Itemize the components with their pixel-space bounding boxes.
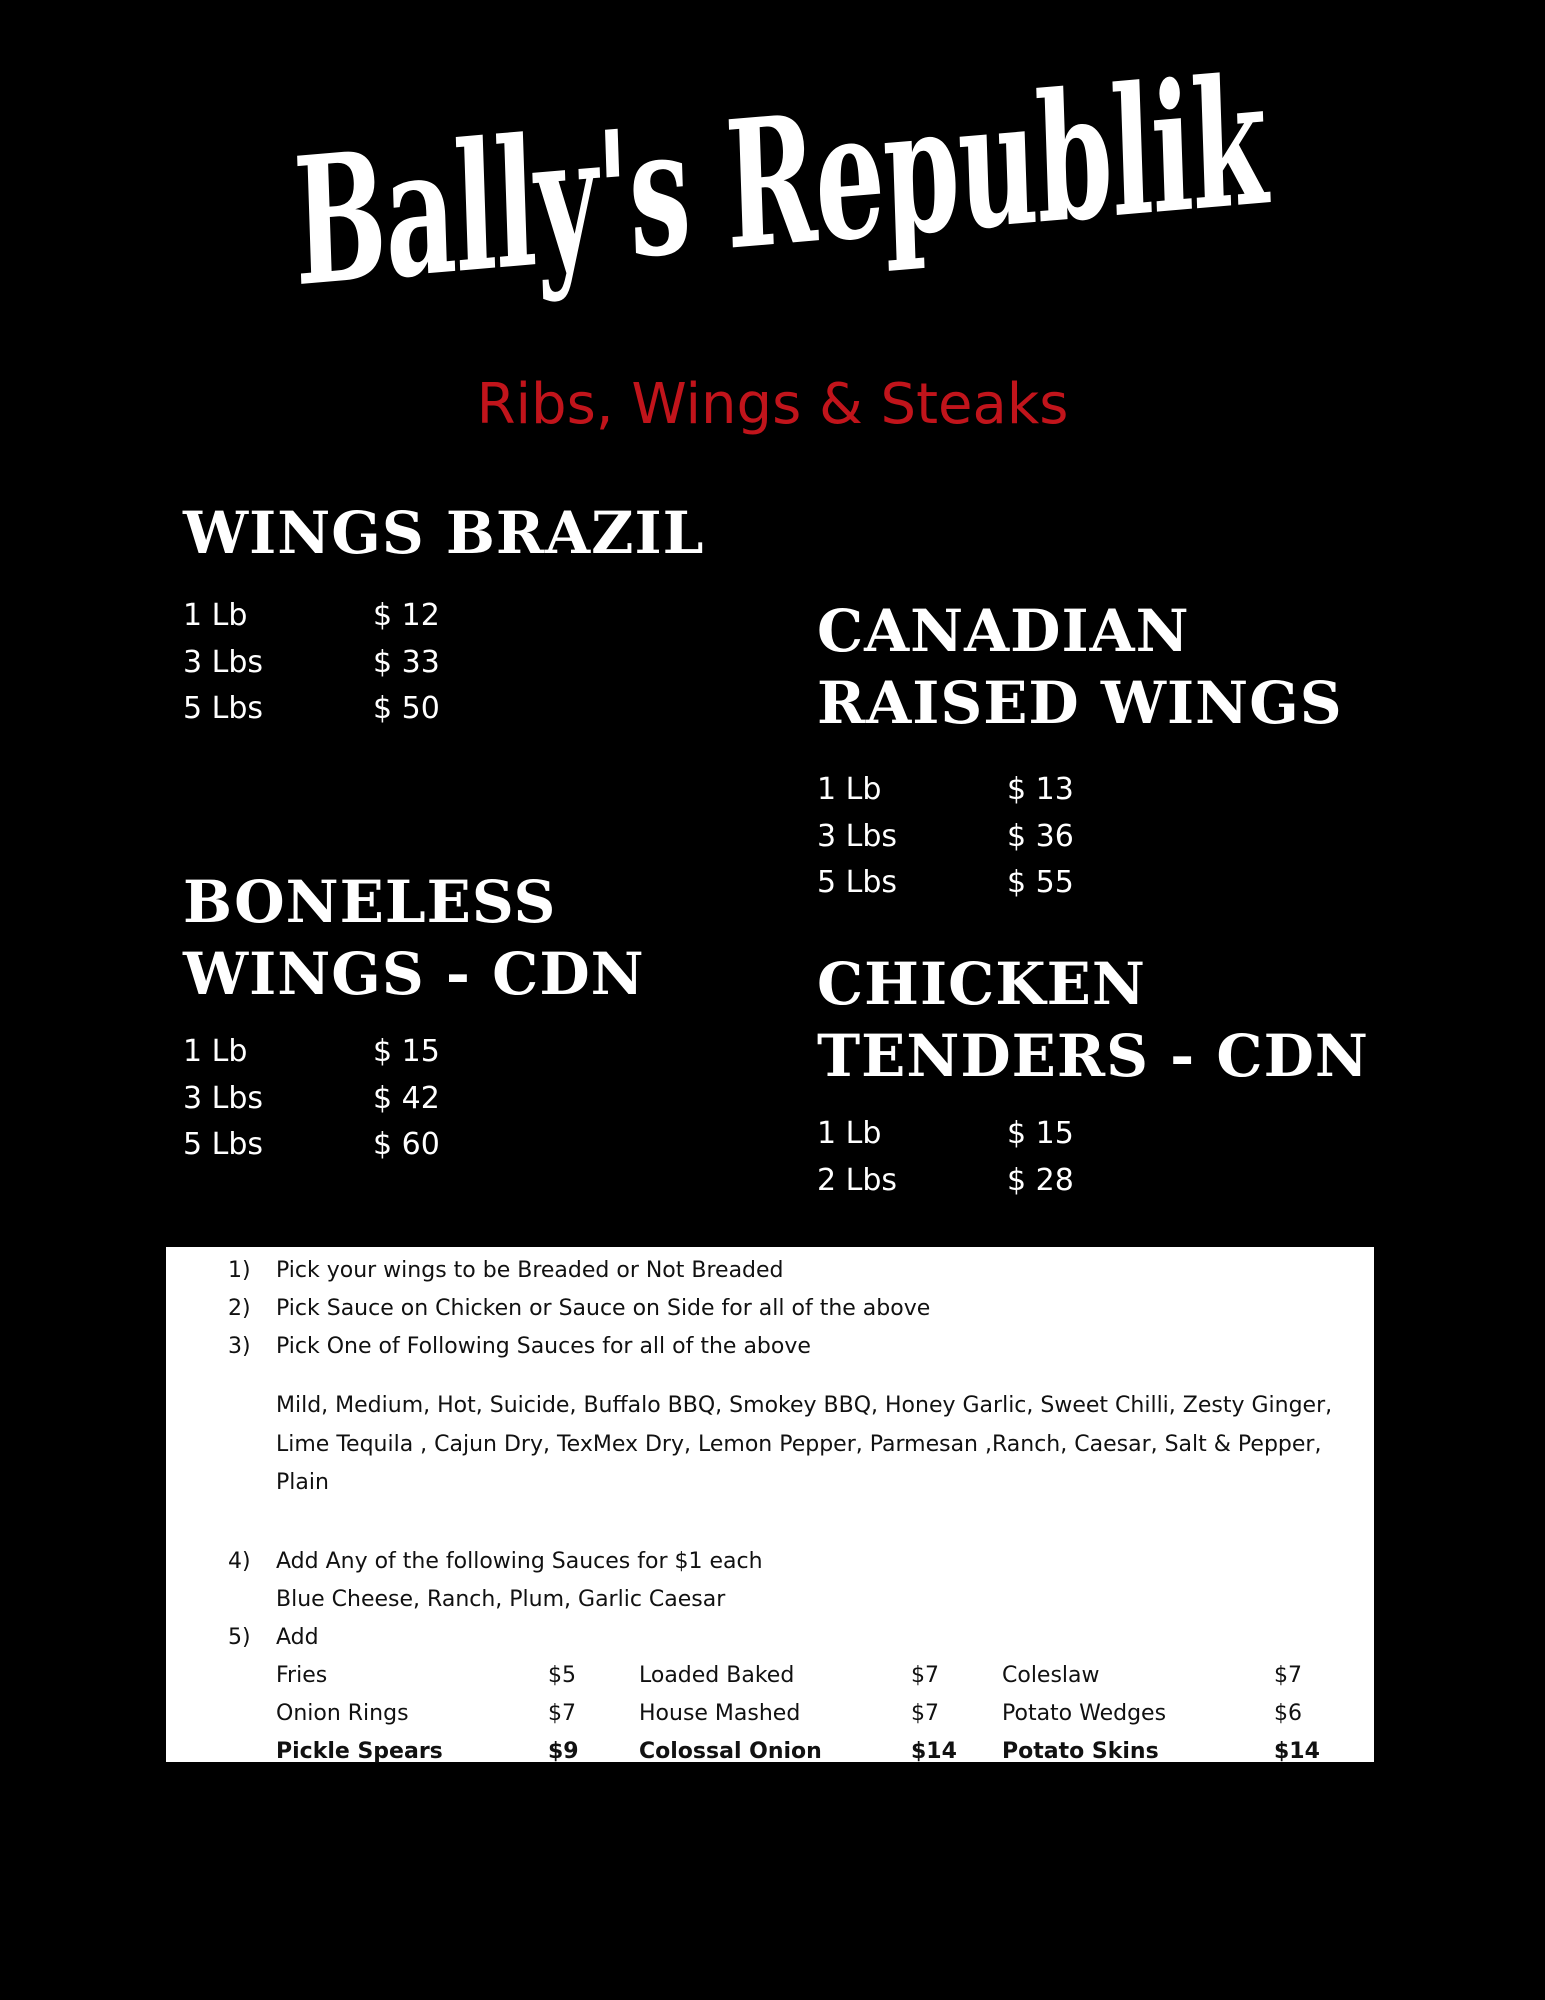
quantity: 1 Lb	[817, 1116, 882, 1151]
step-text: Pick One of Following Sauces for all of the above	[276, 1334, 811, 1359]
step-number: 3)	[228, 1334, 251, 1359]
price-row	[817, 1111, 1237, 1158]
price-row	[817, 860, 1237, 907]
price: $ 15	[373, 1034, 440, 1069]
price: $ 50	[373, 691, 440, 726]
price-row	[817, 814, 1237, 861]
price-row	[183, 1122, 603, 1169]
brand-logo: Bally's Republik	[290, 37, 1270, 327]
section-title-wings-brazil	[183, 497, 704, 569]
price: $ 12	[373, 598, 440, 633]
price-row	[183, 1029, 603, 1076]
section-title-line: CHICKEN	[817, 950, 1146, 1018]
price-row	[183, 686, 603, 733]
section-title-chicken-tenders	[817, 948, 1369, 1092]
side-price: $14	[1274, 1739, 1320, 1764]
section-title-line: TENDERS - CDN	[817, 1022, 1369, 1090]
side-price: $7	[911, 1663, 939, 1688]
quantity: 5 Lbs	[817, 865, 898, 900]
quantity: 3 Lbs	[183, 1080, 264, 1116]
quantity: 1 Lb	[183, 1034, 248, 1069]
side-name: Onion Rings	[276, 1701, 409, 1726]
instructions-panel	[166, 1247, 1374, 1762]
section-title-boneless-wings	[183, 866, 645, 1010]
side-price: $5	[548, 1663, 576, 1688]
step-number: 5)	[228, 1625, 251, 1650]
side-price: $6	[1274, 1701, 1302, 1726]
quantity: 5 Lbs	[183, 691, 264, 726]
step-text: Blue Cheese, Ranch, Plum, Garlic Caesar	[276, 1587, 726, 1612]
quantity: 1 Lb	[183, 598, 248, 633]
step-text: Add	[276, 1625, 319, 1650]
step-text: Pick Sauce on Chicken or Sauce on Side for all of the above	[276, 1296, 931, 1321]
quantity: 5 Lbs	[183, 1127, 264, 1162]
price-row	[183, 593, 603, 640]
side-name: Loaded Baked	[639, 1663, 795, 1688]
price: $ 36	[1007, 818, 1074, 854]
price-list-boneless-wings	[183, 1029, 603, 1169]
step-text: Add Any of the following Sauces for $1 each	[276, 1549, 763, 1574]
price-row	[817, 767, 1237, 814]
sauce-options: Mild, Medium, Hot, Suicide, Buffalo BBQ, Smokey BBQ, Honey Garlic, Sweet Chilli, Zesty Ginger, Lime Tequila , Cajun Dry, TexMex Dry, Lemon Pepper, Parmesan ,Ranch, Caesar, Salt & Pepper, Plain	[276, 1393, 1333, 1495]
quantity: 3 Lbs	[183, 644, 264, 680]
price: $ 15	[1007, 1116, 1074, 1151]
side-price: $7	[548, 1701, 576, 1726]
section-title-line: WINGS BRAZIL	[183, 499, 705, 567]
price: $ 55	[1007, 865, 1074, 900]
side-name: Potato Wedges	[1002, 1701, 1167, 1726]
price: $ 33	[373, 644, 440, 680]
side-name: Colossal Onion	[639, 1739, 822, 1764]
price-row	[183, 640, 603, 687]
step-number: 1)	[228, 1258, 251, 1283]
side-name: Potato Skins	[1002, 1739, 1159, 1764]
step-text: Pick your wings to be Breaded or Not Breaded	[276, 1258, 784, 1283]
side-price: $9	[548, 1739, 579, 1764]
brand-tagline: Ribs, Wings & Steaks	[476, 372, 1069, 437]
side-name: Pickle Spears	[276, 1739, 443, 1764]
side-price: $14	[911, 1739, 957, 1764]
section-title-line: BONELESS	[183, 868, 557, 936]
side-price: $7	[911, 1701, 939, 1726]
price: $ 60	[373, 1127, 440, 1162]
side-price: $7	[1274, 1663, 1302, 1688]
side-name: House Mashed	[639, 1701, 801, 1726]
price: $ 42	[373, 1080, 440, 1116]
side-name: Fries	[276, 1663, 328, 1688]
section-title-line: WINGS - CDN	[183, 940, 645, 1008]
section-title-canadian-raised-wings	[817, 595, 1343, 739]
quantity: 3 Lbs	[817, 818, 898, 854]
price-list-canadian-raised-wings	[817, 767, 1237, 907]
step-number: 4)	[228, 1549, 251, 1574]
quantity: 1 Lb	[817, 772, 882, 807]
quantity: 2 Lbs	[817, 1162, 898, 1198]
section-title-line: RAISED WINGS	[817, 669, 1343, 737]
section-title-line: CANADIAN	[817, 597, 1190, 665]
price-list-chicken-tenders	[817, 1111, 1237, 1204]
price: $ 28	[1007, 1162, 1074, 1198]
step-number: 2)	[228, 1296, 251, 1321]
price-row	[183, 1076, 603, 1123]
price-row	[817, 1158, 1237, 1205]
price: $ 13	[1007, 772, 1074, 807]
price-list-wings-brazil	[183, 593, 603, 733]
side-name: Coleslaw	[1002, 1663, 1100, 1688]
